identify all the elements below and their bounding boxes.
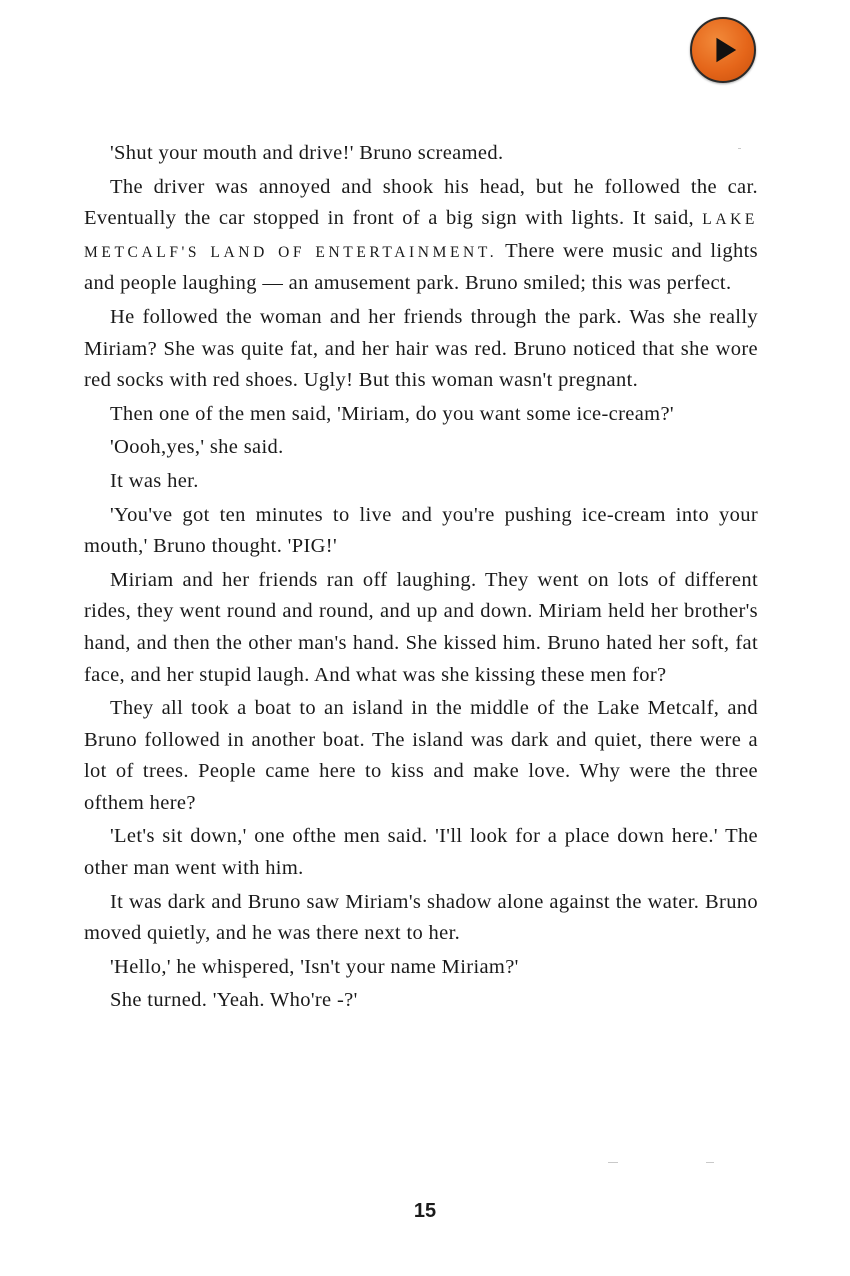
paragraph: 'Oooh,yes,' she said. [110,436,284,459]
paragraph: They all took a boat to an island in the middle of the Lake Metcalf, and Bruno followed in another boat. The island was dark and quiet, there were a lot of trees. People came here to kiss and make love. Why were the three ofthem here? [84,697,758,814]
paragraph [84,172,758,300]
paragraph: Miriam and her friends ran off laughing. They went on lots of different rides, they went round and round, and up and down. Miriam held her brother's hand, and then the other man's hand. She kissed him. Bruno hated her soft, fat face, and her stupid laugh. And what was she kissing these men for? [84,568,758,686]
paragraph: 'Let's sit down,' one ofthe men said. 'I'll look for a place down here.' The other man went with him. [84,825,758,880]
sign-text: LAKE METCALF'S LAND OF ENTERTAINMENT. [84,211,758,261]
paragraph-text: There were music and lights and people laughing — an amusement park. Bruno smiled; this was perfect. [84,239,759,295]
audio-play-button[interactable] [690,17,756,83]
scan-speck [608,1162,618,1163]
paragraph: She turned. 'Yeah. Who're -?' [110,989,358,1012]
story-text [84,138,758,1019]
paragraph: Then one of the men said, 'Miriam, do you want some ice-cream?' [110,402,674,425]
scan-speck [706,1162,714,1163]
paragraph: It was her. [110,469,199,492]
play-icon [692,19,754,81]
paragraph: It was dark and Bruno saw Miriam's shadow alone against the water. Bruno moved quietly, and he was there next to her. [84,890,758,945]
paragraph: 'Hello,' he whispered, 'Isn't your name Miriam?' [110,955,519,978]
paragraph-text: The driver was annoyed and shook his head, but he followed the car. Eventually the car stopped in front of a big sign with lights. It said, [84,175,758,230]
paragraph: 'You've got ten minutes to live and you're pushing ice-cream into your mouth,' Bruno thought. 'PIG!' [84,503,758,558]
paragraph: He followed the woman and her friends through the park. Was she really Miriam? She was quite fat, and her hair was red. Bruno noticed that she wore red socks with red shoes. Ugly! But this woman wasn't pregnant. [84,305,758,392]
page-number: 15 [413,1200,437,1222]
paragraph: 'Shut your mouth and drive!' Bruno screamed. [110,142,504,164]
